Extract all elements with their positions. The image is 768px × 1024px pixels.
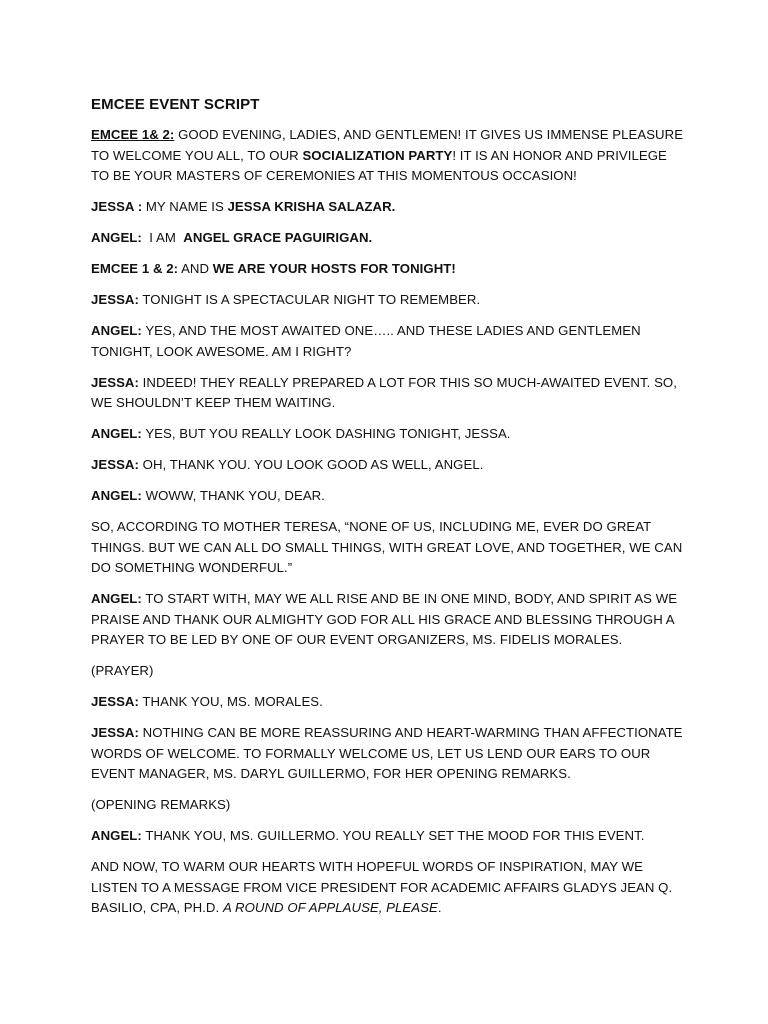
script-paragraph-16: [91, 795, 688, 816]
script-paragraph-4: [91, 259, 688, 280]
script-paragraph-8: [91, 424, 688, 445]
dialogue-text: TO START WITH, MAY WE ALL RISE AND BE IN ONE MIND, BODY, AND SPIRIT AS WE PRAISE AND THANK OUR ALMIGHTY GOD FOR ALL HIS GRACE AND BLESSING THROUGH A PRAYER TO BE LED BY ONE OF OUR EVENT ORGANIZERS, MS. FIDELIS MORALES.: [91, 591, 678, 647]
dialogue-text: THANK YOU, MS. GUILLERMO. YOU REALLY SET THE MOOD FOR THIS EVENT.: [141, 828, 645, 843]
speaker-label: JESSA:: [91, 457, 139, 472]
dialogue-text: OH, THANK YOU. YOU LOOK GOOD AS WELL, ANGEL.: [138, 457, 484, 472]
emphasis-text: SOCIALIZATION PARTY: [302, 147, 453, 163]
speaker-label: JESSA:: [91, 374, 139, 390]
speaker-label: ANGEL:: [91, 323, 142, 338]
stage-direction: (OPENING REMARKS): [91, 797, 231, 812]
italic-cue: A ROUND OF APPLAUSE, PLEASE: [222, 900, 438, 915]
script-paragraph-17: [91, 826, 688, 847]
script-paragraph-13: [91, 661, 688, 682]
script-paragraph-12: [91, 589, 688, 651]
dialogue-text: I AM: [141, 230, 184, 245]
dialogue-text: NOTHING CAN BE MORE REASSURING AND HEART-WARMING THAN AFFECTIONATE WORDS OF WELCOME. TO FORMALLY WELCOME US, LET US LEND OUR EARS TO OUR EVENT MANAGER, MS. DARYL GUILLERMO, FOR HER OPENING REMARKS.: [91, 725, 683, 781]
emphasis-text: WE ARE YOUR HOSTS FOR TONIGHT!: [212, 261, 456, 276]
script-paragraph-10: [91, 486, 688, 507]
dialogue-text: AND NOW, TO WARM OUR HEARTS WITH HOPEFUL WORDS OF INSPIRATION, MAY WE LISTEN TO A MESSAGE FROM VICE PRESIDENT FOR ACADEMIC AFFAIRS GLADYS JEAN Q. BASILIO, CPA, PH.D.: [91, 859, 673, 915]
document-title: EMCEE EVENT SCRIPT: [91, 96, 260, 113]
stage-direction: (PRAYER): [91, 663, 154, 678]
speaker-label: ANGEL:: [91, 828, 142, 843]
speaker-label: EMCEE 1 & 2:: [91, 261, 179, 276]
script-paragraph-3: [91, 228, 688, 249]
dialogue-text: AND: [178, 261, 213, 276]
dialogue-text: MY NAME IS: [142, 199, 228, 214]
speaker-label: EMCEE 1& 2:: [91, 127, 175, 142]
speaker-label: JESSA:: [91, 725, 139, 740]
script-paragraph-7: [91, 373, 688, 414]
dialogue-text: TONIGHT IS A SPECTACULAR NIGHT TO REMEMBER.: [138, 292, 481, 307]
script-paragraph-9: [91, 455, 688, 476]
dialogue-text: WOWW, THANK YOU, DEAR.: [141, 488, 325, 503]
dialogue-text: INDEED! THEY REALLY PREPARED A LOT FOR THIS SO MUCH-AWAITED EVENT. SO, WE SHOULDN’T KEEP THEM WAITING.: [91, 374, 677, 410]
script-paragraph-2: [91, 197, 688, 218]
dialogue-text: THANK YOU, MS. MORALES.: [138, 694, 323, 709]
script-paragraph-6: [91, 321, 688, 362]
script-paragraph-5: [91, 290, 688, 311]
dialogue-text: YES, AND THE MOST AWAITED ONE….. AND THESE LADIES AND GENTLEMEN TONIGHT, LOOK AWESOME. AM I RIGHT?: [91, 323, 641, 359]
speaker-label: ANGEL:: [91, 230, 142, 245]
dialogue-text: .: [437, 900, 442, 915]
dialogue-text: ! IT IS AN HONOR AND PRIVILEGE TO BE YOUR MASTERS OF CEREMONIES AT THIS MOMENTOUS OCCASION!: [91, 147, 667, 183]
speaker-label: ANGEL:: [91, 488, 142, 503]
speaker-label: JESSA :: [91, 199, 143, 214]
dialogue-text: GOOD EVENING, LADIES, AND GENTLEMEN! IT GIVES US IMMENSE PLEASURE TO WELCOME YOU ALL, TO OUR: [91, 127, 684, 163]
script-paragraph-1: [91, 125, 688, 187]
dialogue-text: YES, BUT YOU REALLY LOOK DASHING TONIGHT, JESSA.: [141, 426, 511, 441]
emphasis-text: ANGEL GRACE PAGUIRIGAN.: [183, 230, 373, 245]
script-paragraph-18: [91, 857, 688, 919]
quote-text: SO, ACCORDING TO MOTHER TERESA, “NONE OF US, INCLUDING ME, EVER DO GREAT THINGS. BUT WE CAN ALL DO SMALL THINGS, WITH GREAT LOVE, AND TOGETHER, WE CAN DO SOMETHING WONDERFUL.”: [91, 519, 683, 575]
speaker-label: ANGEL:: [91, 591, 142, 606]
script-paragraph-15: [91, 723, 688, 785]
speaker-label: JESSA:: [91, 292, 139, 307]
speaker-label: JESSA:: [91, 694, 139, 709]
script-paragraph-11: [91, 517, 688, 579]
emphasis-text: JESSA KRISHA SALAZAR.: [227, 199, 396, 214]
script-paragraph-14: [91, 692, 688, 713]
speaker-label: ANGEL:: [91, 426, 142, 441]
